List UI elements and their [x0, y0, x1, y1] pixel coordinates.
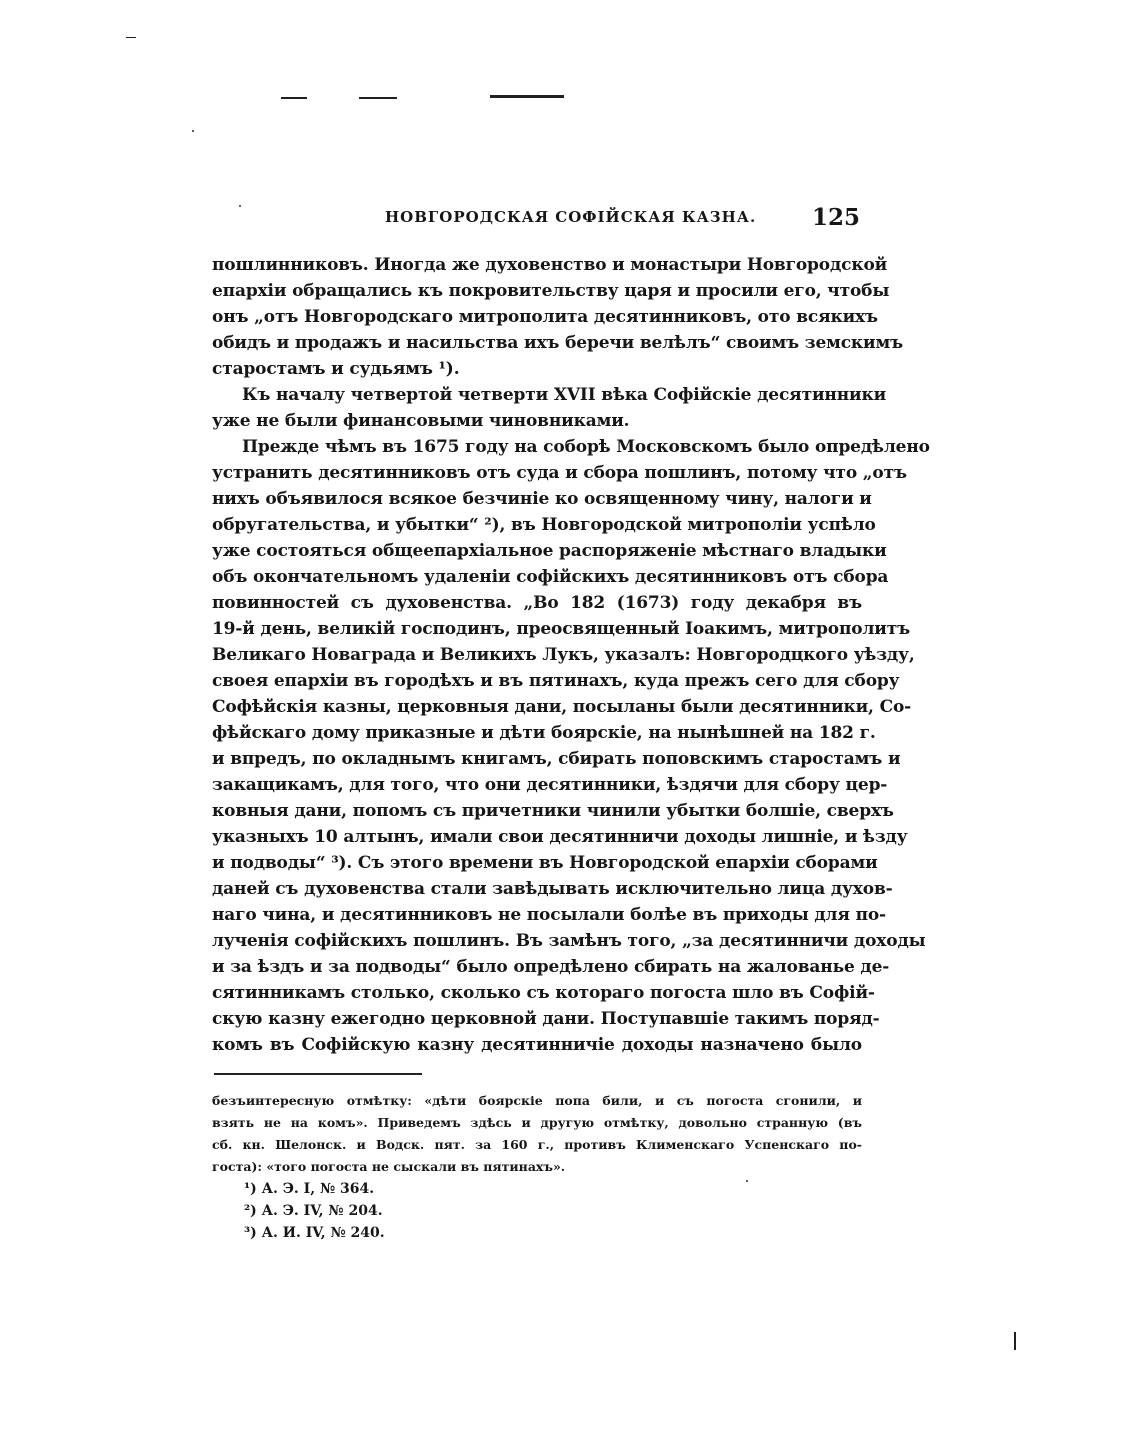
body-line: Къ началу четвертой четверти XVII вѣка Софійскіе десятинники: [242, 385, 887, 405]
body-line: Софѣйскія казны, церковныя дани, посыланы были десятинники, Со-: [212, 697, 912, 717]
footnote-1: ¹) А. Э. I, № 364.: [244, 1181, 375, 1197]
scan-mark: [490, 95, 564, 98]
scan-mark: [359, 97, 397, 99]
body-line: устранить десятинниковъ отъ суда и сбора пошлинъ, потому что „отъ: [212, 463, 907, 483]
body-line: пошлинниковъ. Иногда же духовенство и монастыри Новгородской: [212, 255, 888, 275]
footnote-line: госта): «того погоста не сыскали въ пятинахъ».: [212, 1159, 566, 1174]
body-line: онъ „отъ Новгородскаго митрополита десятинниковъ, ото всякихъ: [212, 307, 878, 327]
running-title: НОВГОРОДСКАЯ СОФІЙСКАЯ КАЗНА.: [385, 208, 757, 226]
body-line: фѣйскаго дому приказные и дѣти боярскіе, на нынѣшней на 182 г.: [212, 723, 876, 743]
footnote-line: сб. кн. Шелонск. и Водск. пят. за 160 г., противъ Клименскаго Успенскаго по-: [212, 1137, 862, 1152]
footnote-line: безъинтересную отмѣтку: «дѣти боярскіе попа били, и съ погоста сгонили, и: [212, 1093, 862, 1108]
body-line: уже состояться общеепархіальное распоряженіе мѣстнаго владыки: [212, 541, 887, 561]
running-head: [212, 204, 862, 234]
body-line: и подводы“ ³). Съ этого времени въ Новгородской епархіи сборами: [212, 853, 878, 873]
body-line: даней съ духовенства стали завѣдывать исключительно лица духов-: [212, 879, 893, 899]
body-line: ковныя дани, попомъ съ причетники чинили убытки болшіе, сверхъ: [212, 801, 894, 821]
body-line: обругательства, и убытки“ ²), въ Новгородской митрополіи успѣло: [212, 515, 876, 535]
body-line: обидъ и продажъ и насильства ихъ беречи велѣлъ“ своимъ земскимъ: [212, 333, 904, 353]
body-line: и впредъ, по окладнымъ книгамъ, сбирать поповскимъ старостамъ и: [212, 749, 901, 769]
scan-speck: [746, 1180, 748, 1182]
body-line: сятинникамъ столько, сколько съ котораго погоста шло въ Софій-: [212, 983, 875, 1003]
footnote-divider: [214, 1073, 422, 1075]
scan-mark: [281, 97, 307, 99]
body-line: Великаго Новаграда и Великихъ Лукъ, указалъ: Новгородцкого уѣзду,: [212, 645, 915, 665]
body-line: своея епархіи въ городѣхъ и въ пятинахъ, куда прежъ сего для сбору: [212, 671, 900, 691]
body-line: скую казну ежегодно церковной дани. Поступавшіе такимъ поряд-: [212, 1009, 880, 1029]
footnote-3: ³) А. И. IV, № 240.: [244, 1225, 385, 1241]
page-number: 125: [811, 204, 860, 231]
body-line: 19-й день, великій господинъ, преосвященный Іоакимъ, митрополитъ: [212, 619, 911, 639]
scan-mark: [126, 37, 136, 38]
body-line: старостамъ и судьямъ ¹).: [212, 359, 460, 379]
scan-mark: [1014, 1332, 1016, 1350]
body-line: уже не были финансовыми чиновниками.: [212, 411, 630, 431]
body-line: наго чина, и десятинниковъ не посылали болѣе въ приходы для по-: [212, 905, 886, 925]
body-line: повинностей съ духовенства. „Во 182 (1673) году декабря въ: [212, 593, 862, 613]
scan-speck: [192, 130, 194, 132]
footnote-2: ²) А. Э. IV, № 204.: [244, 1203, 383, 1219]
body-line: указныхъ 10 алтынъ, имали свои десятинничи доходы лишніе, и ѣзду: [212, 827, 908, 847]
body-line: епархіи обращались къ покровительству царя и просили его, чтобы: [212, 281, 890, 301]
footnote-line: взять не на комъ». Приведемъ здѣсь и другую отмѣтку, довольно странную (въ: [212, 1115, 862, 1130]
body-line: закащикамъ, для того, что они десятинники, ѣздячи для сбору цер-: [212, 775, 888, 795]
body-line: объ окончательномъ удаленіи софійскихъ десятинниковъ отъ сбора: [212, 567, 889, 587]
body-line: комъ въ Софійскую казну десятинничіе доходы назначено было: [212, 1035, 862, 1055]
body-line: нихъ объявилося всякое безчиніе ко освященному чину, налоги и: [212, 489, 872, 509]
body-line: лученія софійскихъ пошлинъ. Въ замѣнъ того, „за десятинничи доходы: [212, 931, 926, 951]
body-line: Прежде чѣмъ въ 1675 году на соборѣ Московскомъ было опредѣлено: [242, 437, 930, 457]
body-line: и за ѣздъ и за подводы“ было опредѣлено сбирать на жалованье де-: [212, 957, 890, 977]
